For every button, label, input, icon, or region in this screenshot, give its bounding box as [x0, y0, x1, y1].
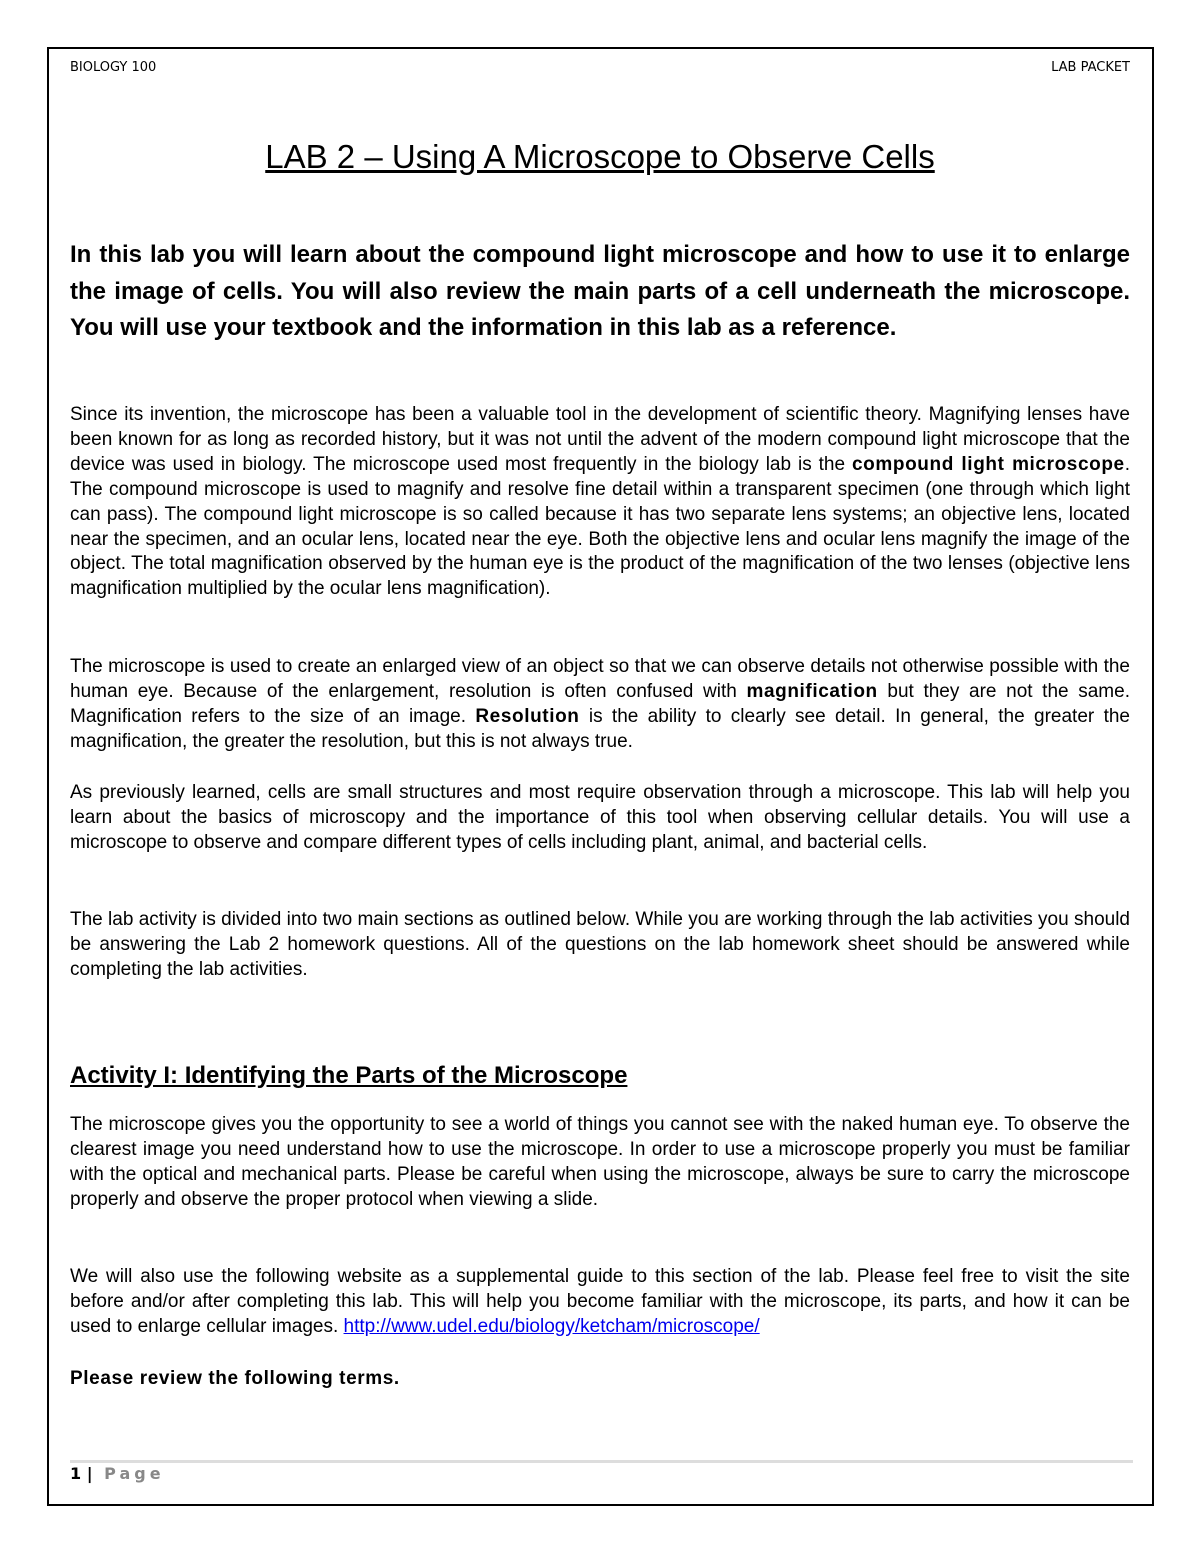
footer-separator: | — [86, 1464, 93, 1483]
page-label: Page — [104, 1464, 165, 1483]
paragraph — [70, 1265, 1130, 1340]
paragraph — [70, 403, 1130, 602]
bold-term: Resolution — [475, 705, 580, 727]
page-title: LAB 2 – Using A Microscope to Observe Cells — [265, 138, 935, 175]
paragraph — [70, 1367, 1130, 1392]
paragraph — [70, 781, 1130, 856]
paragraph — [70, 908, 1130, 983]
text-run: We will also use the following website as a supplemental guide to this section of the lab. Please feel free to visit the site before and/or after completing this lab. This will help you become familiar with the microscope, its parts, and how it can be used to enlarge cellular images. — [70, 1266, 1130, 1337]
page-header — [70, 60, 1130, 75]
footer-divider — [70, 1460, 1133, 1463]
page-number: 1 — [70, 1464, 82, 1483]
header-course: BIOLOGY 100 — [70, 60, 157, 75]
bold-term: Please review the following terms. — [70, 1368, 400, 1389]
text-run: The microscope is used to create an enlarged view of an object so that we can observe details not otherwise possible with the human eye. Because of the enlargement, resolution is often confused with — [70, 656, 1130, 702]
bold-term: compound light microscope — [852, 453, 1125, 475]
text-run: but they are not the same. Magnification refers to the size of an image. — [70, 680, 1130, 727]
intro-paragraph: In this lab you will learn about the compound light microscope and how to use it to enlarge the image of cells. You will also review the main parts of a cell underneath the microscope. You will use your textbook and the information in this lab as a reference. — [70, 241, 1130, 341]
paragraph — [70, 655, 1130, 755]
text-run: The lab activity is divided into two main sections as outlined below. While you are working through the lab activities you should be answering the Lab 2 homework questions. All of the questions on the lab homework sheet should be answered while completing the lab activities. — [70, 909, 1130, 980]
text-run: The microscope gives you the opportunity to see a world of things you cannot see with the naked human eye. To observe the clearest image you need understand how to use the microscope. In order to use a microscope properly you must be familiar with the optical and mechanical parts. Please be careful when using the microscope, always be sure to carry the microscope properly and observe the proper protocol when viewing a slide. — [70, 1114, 1130, 1210]
page-footer — [70, 1464, 165, 1483]
text-run: Since its invention, the microscope has been a valuable tool in the development of scientific theory. Magnifying lenses have been known for as long as recorded history, but it was not until the advent of the modern compound light microscope that the device was used in biology. The microscope used most frequently in the biology lab is the — [70, 404, 1130, 475]
paragraph — [70, 1113, 1130, 1213]
text-run: As previously learned, cells are small structures and most require observation through a microscope. This lab will help you learn about the basics of microscopy and the importance of this tool when observing cellular details. You will use a microscope to observe and compare different types of cells including plant, animal, and bacterial cells. — [70, 782, 1130, 853]
bold-term: magnification — [746, 680, 878, 702]
website-link[interactable]: http://www.udel.edu/biology/ketcham/microscope/ — [343, 1315, 760, 1337]
activity-heading: Activity I: Identifying the Parts of the Microscope — [70, 1062, 628, 1089]
text-run: is the ability to clearly see detail. In general, the greater the magnification, the greater the resolution, but this is not always true. — [70, 705, 1130, 752]
text-run: . The compound microscope is used to magnify and resolve fine detail within a transparent specimen (one through which light can pass). The compound light microscope is so called because it has two separate lens systems; an objective lens, located near the specimen, and an ocular lens, located near the eye. Both the objective lens and ocular lens magnify the image of the object. The total magnification observed by the human eye is the product of the magnification of the two lenses (objective lens magnification multiplied by the ocular lens magnification). — [70, 453, 1130, 600]
header-packet: LAB PACKET — [1051, 60, 1130, 75]
